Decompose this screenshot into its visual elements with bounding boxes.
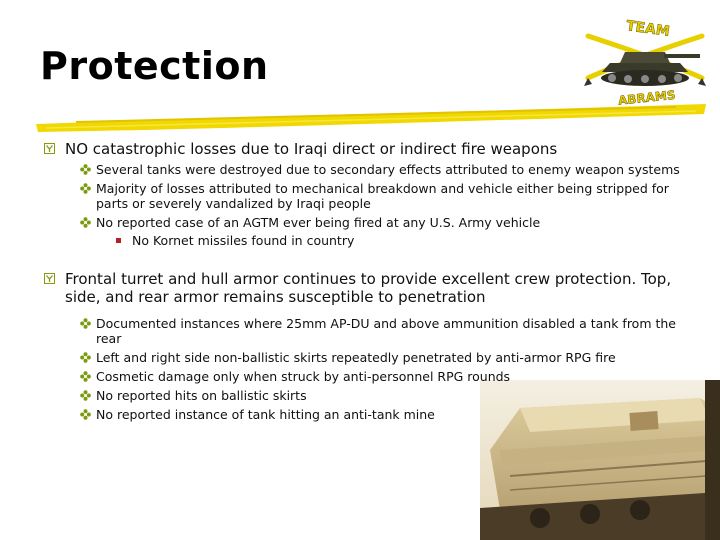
bullet-level1 (44, 270, 694, 306)
bullet-text: Frontal turret and hull armor continues to provide excellent crew protection. Top, side, and rear armor remains susceptible to penetration (65, 270, 672, 306)
bullet-text: Several tanks were destroyed due to secondary effects attributed to enemy weapon systems (96, 162, 680, 177)
diamond-bullet-icon (80, 409, 91, 420)
bullet-text: No Kornet missiles found in country (132, 233, 355, 248)
diamond-bullet-icon (80, 390, 91, 401)
bullet-level2 (44, 162, 694, 177)
bullet-level1 (44, 140, 694, 158)
bullet-level2 (44, 350, 694, 365)
bullet-text: No reported hits on ballistic skirts (96, 388, 307, 403)
bullet-level2 (44, 407, 694, 422)
bullet-level2 (44, 181, 694, 211)
slide-title: Protection (40, 44, 269, 88)
bullet-level2 (44, 369, 694, 384)
diamond-bullet-icon (80, 318, 91, 329)
square-bullet-icon (116, 238, 121, 243)
logo-bottom-text: ABRAMS (617, 87, 677, 108)
bullet-text: No reported case of an AGTM ever being fired at any U.S. Army vehicle (96, 215, 541, 230)
bullet-level2 (44, 316, 694, 346)
bullet-text: Documented instances where 25mm AP-DU and above ammunition disabled a tank from the rear (96, 316, 676, 346)
diamond-bullet-icon (80, 164, 91, 175)
checkbox-bullet-icon (44, 273, 55, 284)
bullet-text: Majority of losses attributed to mechanical breakdown and vehicle either being stripped for parts or severely vandalized by Iraqi people (96, 181, 669, 211)
team-abrams-logo (580, 8, 710, 113)
bullet-text: Cosmetic damage only when struck by anti-personnel RPG rounds (96, 369, 511, 384)
logo-top-text: TEAM (625, 18, 671, 41)
slide-content (44, 140, 694, 422)
bullet-text: No reported instance of tank hitting an anti-tank mine (96, 407, 435, 422)
bullet-level2 (44, 388, 694, 403)
diamond-bullet-icon (80, 352, 91, 363)
diamond-bullet-icon (80, 183, 91, 194)
diamond-bullet-icon (80, 217, 91, 228)
diamond-bullet-icon (80, 371, 91, 382)
checkbox-bullet-icon (44, 143, 55, 154)
bullet-text: Left and right side non-ballistic skirts repeatedly penetrated by anti-armor RPG fire (96, 350, 616, 365)
bullet-text: NO catastrophic losses due to Iraqi direct or indirect fire weapons (65, 140, 558, 158)
bullet-level2 (44, 215, 694, 230)
bullet-level3 (44, 233, 694, 248)
